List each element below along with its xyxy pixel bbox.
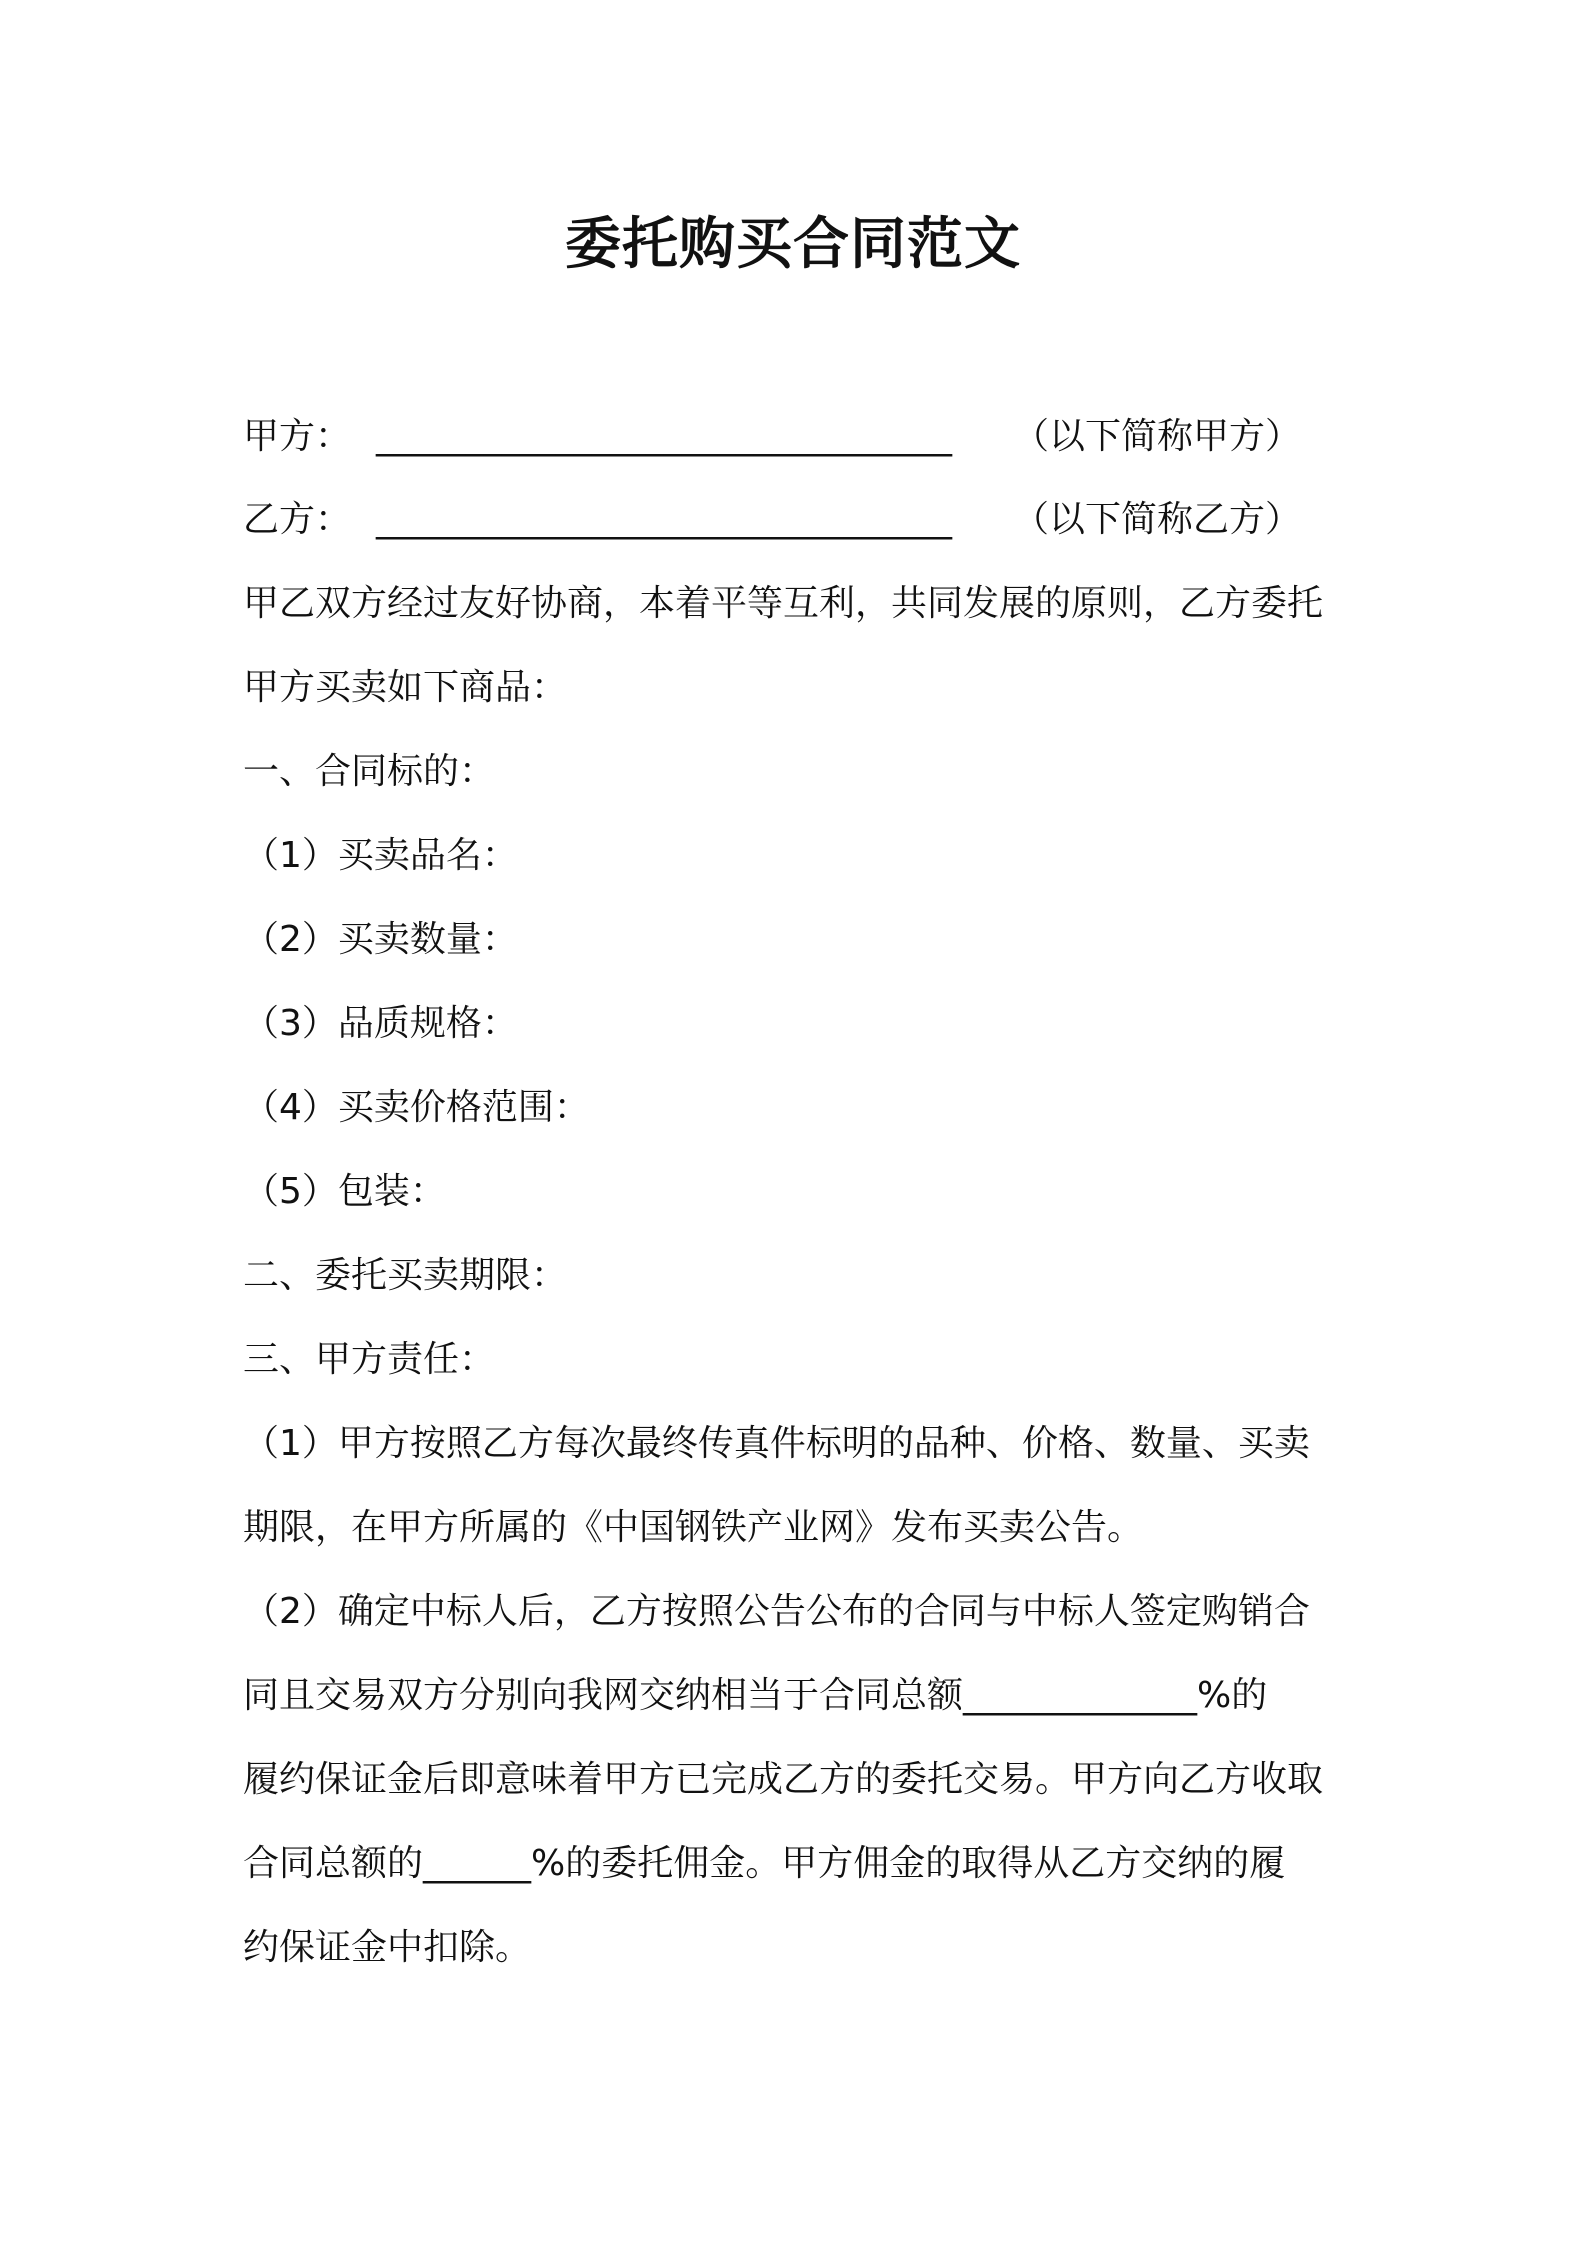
clause-2-line-4: 合同总额的______%的委托佣金。甲方佣金的取得从乙方交纳的履	[243, 1843, 1286, 1884]
party-b-label: 乙方：	[243, 499, 352, 540]
item-quantity: （2）买卖数量：	[243, 919, 518, 960]
clause-1-line-1: （1）甲方按照乙方每次最终传真件标明的品种、价格、数量、买卖	[243, 1423, 1310, 1464]
party-a-label: 甲方：	[243, 416, 352, 457]
section-3-heading: 三、甲方责任：	[243, 1339, 496, 1380]
intro-line-2: 甲方买卖如下商品：	[243, 667, 568, 708]
party-a-blank: ________________________________	[376, 416, 952, 457]
party-b-note: （以下简称乙方）	[1013, 499, 1302, 540]
document-title: 委托购买合同范文	[565, 212, 1021, 277]
section-1-heading: 一、合同标的：	[243, 751, 496, 792]
item-price-range: （4）买卖价格范围：	[243, 1087, 590, 1128]
party-a-line	[243, 413, 1353, 461]
item-specification: （3）品质规格：	[243, 1003, 518, 1044]
party-b-blank: ________________________________	[376, 499, 952, 540]
clause-2-line-3: 履约保证金后即意味着甲方已完成乙方的委托交易。甲方向乙方收取	[243, 1759, 1324, 1800]
party-b-line	[243, 496, 1353, 544]
clause-2-line-5: 约保证金中扣除。	[243, 1927, 532, 1968]
party-a-note: （以下简称甲方）	[1013, 416, 1302, 457]
section-2-heading: 二、委托买卖期限：	[243, 1255, 568, 1296]
item-product-name: （1）买卖品名：	[243, 835, 518, 876]
intro-line-1: 甲乙双方经过友好协商，本着平等互利，共同发展的原则，乙方委托	[243, 583, 1324, 624]
clause-1-line-2: 期限，在甲方所属的《中国钢铁产业网》发布买卖公告。	[243, 1507, 1144, 1548]
clause-2-line-2: 同且交易双方分别向我网交纳相当于合同总额_____________%的	[243, 1675, 1268, 1716]
item-packaging: （5）包装：	[243, 1171, 446, 1212]
clause-2-line-1: （2）确定中标人后，乙方按照公告公布的合同与中标人签定购销合	[243, 1591, 1310, 1632]
